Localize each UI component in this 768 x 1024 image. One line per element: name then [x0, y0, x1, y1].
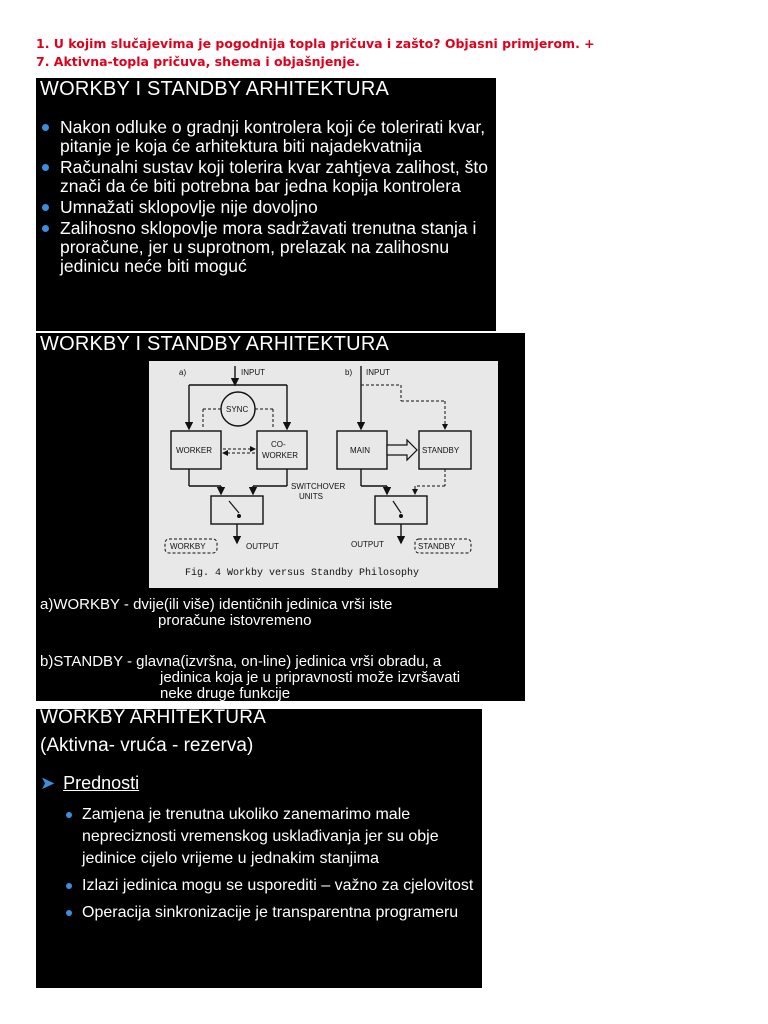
figure-caption: Fig. 4 Workby versus Standby Philosophy [185, 568, 420, 579]
question-1: 1. U kojim slučajevima je pogodnija topla pričuva i zašto? Objasni primjerom. + [36, 36, 595, 51]
workby-explanation-line2: proračune istovremeno [158, 612, 312, 629]
sync-label: SYNC [226, 405, 249, 414]
bullet-dot-icon [66, 812, 72, 818]
bullet-item: Zalihosno sklopovlje mora sadržavati trenutna stanja i proračune, jer u suprotnom, prelazak na zalihosnu jedinicu neće biti moguć [36, 219, 496, 276]
label-b: b) [345, 368, 353, 377]
label-a: a) [179, 368, 187, 377]
bullet-dot-icon [42, 164, 49, 171]
worker-box: WORKER [176, 446, 212, 455]
slide-title: WORKBY ARHITEKTURA [40, 709, 267, 728]
workby-standby-figure [149, 361, 498, 588]
slide-workby-standby-diagram [36, 333, 525, 701]
input-a: INPUT [241, 368, 265, 377]
bullet-list [36, 118, 496, 278]
architecture-diagram [149, 361, 498, 588]
output-a: OUTPUT [246, 542, 279, 551]
bullet-dot-icon [42, 204, 49, 211]
standby-box: STANDBY [422, 446, 460, 455]
arrow-bullet-icon: ➤ [40, 773, 56, 793]
switchover-line1: SWITCHOVER [291, 482, 346, 491]
coworker-line1: CO- [271, 440, 286, 449]
workby-explanation-line1: a)WORKBY - dvije(ili više) identičnih jedinica vrši iste [40, 596, 393, 613]
advantage-item: Izlazi jedinica mogu se usporediti – važno za cjelovitost [62, 875, 478, 897]
output-b: OUTPUT [351, 540, 384, 549]
workby-tag: WORKBY [170, 542, 206, 551]
advantage-item: Operacija sinkronizacije je transparentna programeru [62, 902, 478, 924]
switchover-line2: UNITS [299, 492, 323, 501]
bullet-dot-icon [42, 124, 49, 131]
bullet-item: Nakon odluke o gradnji kontrolera koji će tolerirati kvar, pitanje je koja će arhitektura biti najadekvatnija [36, 118, 496, 156]
standby-tag: STANDBY [418, 542, 456, 551]
standby-explanation-line1: b)STANDBY - glavna(izvršna, on-line) jedinica vrši obradu, a [40, 653, 442, 670]
advantage-item: Zamjena je trenutna ukoliko zanemarimo male nepreciznosti vremenskog usklađivanja jer su obje jedinice cijelo vrijeme u jednakim stanjima [62, 804, 478, 870]
question-7: 7. Aktivna-topla pričuva, shema i objašnjenje. [36, 54, 360, 69]
coworker-line2: WORKER [262, 451, 298, 460]
bullet-item: Računalni sustav koji tolerira kvar zahtjeva zalihost, što znači da će biti potrebna bar jedna kopija kontrolera [36, 158, 496, 196]
slide-workby-architecture [36, 709, 482, 988]
bullet-dot-icon [42, 225, 49, 232]
advantages-heading: ➤ Prednosti [40, 773, 140, 793]
slide-title: WORKBY I STANDBY ARHITEKTURA [40, 78, 389, 100]
slide-title: WORKBY I STANDBY ARHITEKTURA [40, 333, 389, 355]
bullet-item: Umnažati sklopovlje nije dovoljno [36, 198, 496, 217]
main-box: MAIN [350, 446, 370, 455]
input-b: INPUT [366, 368, 390, 377]
slide-subtitle: (Aktivna- vruća - rezerva) [40, 735, 254, 756]
standby-explanation-line3: neke druge funkcije [160, 685, 291, 701]
advantages-list [62, 804, 478, 929]
bullet-dot-icon [66, 910, 72, 916]
standby-explanation-line2: jedinica koja je u pripravnosti može izvršavati [160, 669, 461, 686]
bullet-dot-icon [66, 883, 72, 889]
slide-workby-standby-intro [36, 78, 496, 331]
